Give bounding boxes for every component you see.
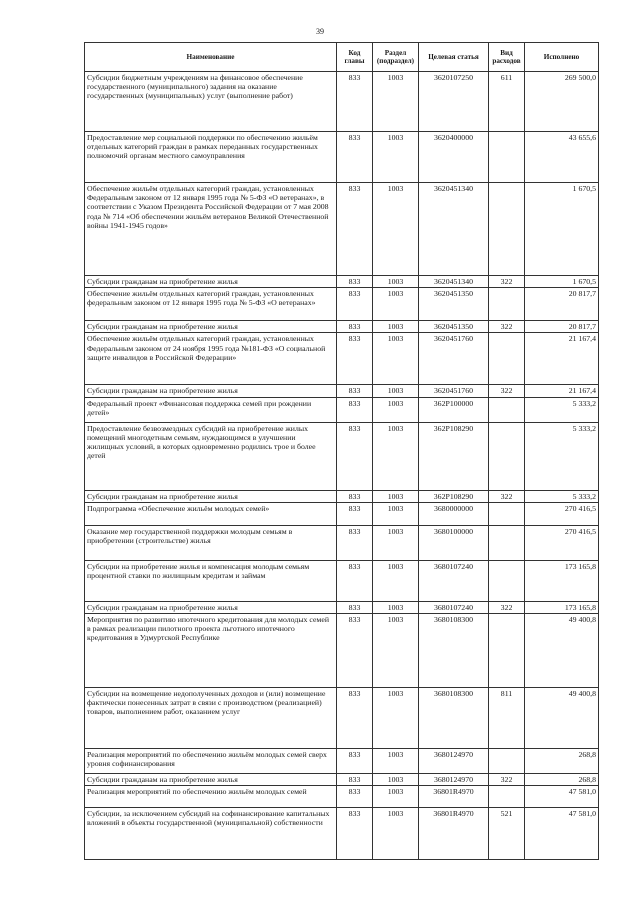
cell-code: 833 xyxy=(337,601,373,613)
table-row xyxy=(85,560,599,601)
cell-executed: 269 500,0 xyxy=(525,72,599,132)
cell-section: 1003 xyxy=(373,808,419,860)
cell-name: Субсидии на приобретение жилья и компенсация молодым семьям процентной ставки по жилищным кредитам и займам xyxy=(85,560,337,601)
header-code: Код главы xyxy=(337,43,373,72)
cell-code: 833 xyxy=(337,525,373,560)
cell-name: Субсидии бюджетным учреждениям на финансовое обеспечение государственного (муниципального) задания на оказание государственных (муниципальных) услуг (выполнение работ) xyxy=(85,72,337,132)
cell-target: 3620451340 xyxy=(419,183,489,276)
cell-executed: 49 400,8 xyxy=(525,688,599,749)
cell-section: 1003 xyxy=(373,288,419,321)
cell-type xyxy=(489,614,525,688)
cell-executed: 5 333,2 xyxy=(525,397,599,422)
table-row xyxy=(85,333,599,385)
cell-code: 833 xyxy=(337,490,373,502)
header-target: Целевая статья xyxy=(419,43,489,72)
cell-code: 833 xyxy=(337,333,373,385)
cell-code: 833 xyxy=(337,749,373,774)
cell-section: 1003 xyxy=(373,132,419,183)
table-body xyxy=(85,72,599,860)
header-name: Наименование xyxy=(85,43,337,72)
cell-code: 833 xyxy=(337,786,373,808)
cell-section: 1003 xyxy=(373,183,419,276)
cell-section: 1003 xyxy=(373,397,419,422)
cell-code: 833 xyxy=(337,614,373,688)
cell-name: Субсидии гражданам на приобретение жилья xyxy=(85,601,337,613)
table-row xyxy=(85,688,599,749)
cell-executed: 47 581,0 xyxy=(525,808,599,860)
table-row xyxy=(85,614,599,688)
table-row xyxy=(85,183,599,276)
cell-executed: 1 670,5 xyxy=(525,183,599,276)
cell-name: Мероприятия по развитию ипотечного кредитования для молодых семей в рамках реализации пилотного проекта льготного ипотечного кредитования в Удмуртской Республике xyxy=(85,614,337,688)
cell-target: 3680124970 xyxy=(419,749,489,774)
cell-target: 3620400000 xyxy=(419,132,489,183)
cell-name: Субсидии гражданам на приобретение жилья xyxy=(85,385,337,397)
cell-executed: 5 333,2 xyxy=(525,422,599,490)
cell-name: Субсидии гражданам на приобретение жилья xyxy=(85,321,337,333)
cell-executed: 1 670,5 xyxy=(525,276,599,288)
cell-section: 1003 xyxy=(373,749,419,774)
cell-executed: 20 817,7 xyxy=(525,321,599,333)
cell-type: 322 xyxy=(489,774,525,786)
cell-target: 3680108300 xyxy=(419,614,489,688)
cell-section: 1003 xyxy=(373,525,419,560)
table-row xyxy=(85,490,599,502)
table-row xyxy=(85,502,599,525)
cell-executed: 43 655,6 xyxy=(525,132,599,183)
cell-name: Субсидии, за исключением субсидий на софинансирование капитальных вложений в объекты государственной (муниципальной) собственности xyxy=(85,808,337,860)
cell-executed: 5 333,2 xyxy=(525,490,599,502)
cell-type xyxy=(489,288,525,321)
cell-name: Субсидии гражданам на приобретение жилья xyxy=(85,490,337,502)
cell-type xyxy=(489,786,525,808)
cell-section: 1003 xyxy=(373,614,419,688)
cell-section: 1003 xyxy=(373,502,419,525)
cell-type xyxy=(489,333,525,385)
cell-name: Обеспечение жильём отдельных категорий граждан, установленных Федеральным законом от 24 ноября 1995 года №181-ФЗ «О социальной защите инвалидов в Российской Федерации» xyxy=(85,333,337,385)
cell-name: Реализация мероприятий по обеспечению жильём молодых семей сверх уровня софинансирования xyxy=(85,749,337,774)
cell-name: Субсидии гражданам на приобретение жилья xyxy=(85,276,337,288)
cell-section: 1003 xyxy=(373,560,419,601)
cell-type: 521 xyxy=(489,808,525,860)
table-row xyxy=(85,422,599,490)
cell-code: 833 xyxy=(337,183,373,276)
cell-type: 322 xyxy=(489,385,525,397)
cell-code: 833 xyxy=(337,688,373,749)
cell-type xyxy=(489,422,525,490)
cell-executed: 21 167,4 xyxy=(525,333,599,385)
cell-type: 322 xyxy=(489,321,525,333)
cell-target: 3680100000 xyxy=(419,525,489,560)
cell-target: 362P100000 xyxy=(419,397,489,422)
cell-name: Оказание мер государственной поддержки молодым семьям в приобретении (строительстве) жилья xyxy=(85,525,337,560)
cell-code: 833 xyxy=(337,288,373,321)
cell-code: 833 xyxy=(337,321,373,333)
cell-name: Предоставление мер социальной поддержки по обеспечению жильём отдельных категорий граждан в рамках переданных государственных полномочий органам местного самоуправления xyxy=(85,132,337,183)
cell-name: Федеральный проект «Финансовая поддержка семей при рождении детей» xyxy=(85,397,337,422)
cell-target: 3680124970 xyxy=(419,774,489,786)
cell-code: 833 xyxy=(337,502,373,525)
cell-code: 833 xyxy=(337,276,373,288)
cell-executed: 268,8 xyxy=(525,749,599,774)
cell-section: 1003 xyxy=(373,688,419,749)
cell-type xyxy=(489,132,525,183)
cell-type: 611 xyxy=(489,72,525,132)
cell-code: 833 xyxy=(337,385,373,397)
cell-section: 1003 xyxy=(373,786,419,808)
cell-code: 833 xyxy=(337,397,373,422)
cell-type: 322 xyxy=(489,276,525,288)
cell-type xyxy=(489,502,525,525)
cell-code: 833 xyxy=(337,560,373,601)
cell-target: 362P108290 xyxy=(419,490,489,502)
cell-type xyxy=(489,749,525,774)
table-row xyxy=(85,132,599,183)
table-row xyxy=(85,808,599,860)
cell-target: 3620451340 xyxy=(419,276,489,288)
cell-code: 833 xyxy=(337,132,373,183)
table-row xyxy=(85,786,599,808)
cell-section: 1003 xyxy=(373,333,419,385)
cell-section: 1003 xyxy=(373,276,419,288)
cell-target: 3620107250 xyxy=(419,72,489,132)
cell-code: 833 xyxy=(337,422,373,490)
cell-executed: 270 416,5 xyxy=(525,502,599,525)
cell-section: 1003 xyxy=(373,601,419,613)
header-executed: Исполнено xyxy=(525,43,599,72)
cell-target: 3620451760 xyxy=(419,333,489,385)
cell-code: 833 xyxy=(337,72,373,132)
table-row xyxy=(85,72,599,132)
table-row xyxy=(85,385,599,397)
cell-type: 811 xyxy=(489,688,525,749)
cell-name: Субсидии на возмещение недополученных доходов и (или) возмещение фактически понесенных затрат в связи с производством (реализацией) товаров, выполнением работ, оказанием услуг xyxy=(85,688,337,749)
table-row xyxy=(85,774,599,786)
table-row xyxy=(85,525,599,560)
cell-type: 322 xyxy=(489,601,525,613)
cell-executed: 21 167,4 xyxy=(525,385,599,397)
cell-name: Реализация мероприятий по обеспечению жильём молодых семей xyxy=(85,786,337,808)
cell-section: 1003 xyxy=(373,385,419,397)
table-row xyxy=(85,288,599,321)
cell-executed: 270 416,5 xyxy=(525,525,599,560)
cell-type xyxy=(489,397,525,422)
cell-target: 3680107240 xyxy=(419,560,489,601)
cell-name: Обеспечение жильём отдельных категорий граждан, установленных Федеральным законом от 12 января 1995 года № 5-ФЗ «О ветеранах», в соответствии с Указом Президента Российской Федерации от 7 мая 2008 года № 714 «Об обеспечении жильём ветеранов Великой Отечественной войны 1941-1945 годов» xyxy=(85,183,337,276)
cell-type xyxy=(489,560,525,601)
cell-target: 3620451350 xyxy=(419,321,489,333)
cell-name: Субсидии гражданам на приобретение жилья xyxy=(85,774,337,786)
header-section: Раздел (подраздел) xyxy=(373,43,419,72)
cell-target: 3680000000 xyxy=(419,502,489,525)
cell-target: 3620451350 xyxy=(419,288,489,321)
cell-executed: 20 817,7 xyxy=(525,288,599,321)
table-row xyxy=(85,749,599,774)
cell-section: 1003 xyxy=(373,422,419,490)
cell-name: Предоставление безвозмездных субсидий на приобретение жилых помещений многодетным семьям, нуждающимся в улучшении жилищных условий, в которых одновременно родились трое и более детей xyxy=(85,422,337,490)
table-header-row xyxy=(85,43,599,72)
cell-name: Подпрограмма «Обеспечение жильём молодых семей» xyxy=(85,502,337,525)
cell-target: 36801R4970 xyxy=(419,808,489,860)
cell-type xyxy=(489,183,525,276)
cell-type: 322 xyxy=(489,490,525,502)
cell-target: 36801R4970 xyxy=(419,786,489,808)
table-row xyxy=(85,601,599,613)
cell-executed: 49 400,8 xyxy=(525,614,599,688)
cell-section: 1003 xyxy=(373,490,419,502)
cell-executed: 173 165,8 xyxy=(525,601,599,613)
cell-code: 833 xyxy=(337,808,373,860)
cell-target: 3680107240 xyxy=(419,601,489,613)
cell-executed: 173 165,8 xyxy=(525,560,599,601)
cell-section: 1003 xyxy=(373,774,419,786)
cell-section: 1003 xyxy=(373,72,419,132)
cell-executed: 268,8 xyxy=(525,774,599,786)
cell-section: 1003 xyxy=(373,321,419,333)
cell-executed: 47 581,0 xyxy=(525,786,599,808)
table-row xyxy=(85,276,599,288)
table-row xyxy=(85,321,599,333)
cell-target: 3620451760 xyxy=(419,385,489,397)
budget-table xyxy=(84,42,599,860)
cell-target: 362P108290 xyxy=(419,422,489,490)
cell-target: 3680108300 xyxy=(419,688,489,749)
header-type: Вид расходов xyxy=(489,43,525,72)
cell-name: Обеспечение жильём отдельных категорий граждан, установленных федеральным законом от 12 января 1995 года № 5-ФЗ «О ветеранах» xyxy=(85,288,337,321)
cell-code: 833 xyxy=(337,774,373,786)
cell-type xyxy=(489,525,525,560)
table-row xyxy=(85,397,599,422)
page-number: 39 xyxy=(316,27,324,36)
